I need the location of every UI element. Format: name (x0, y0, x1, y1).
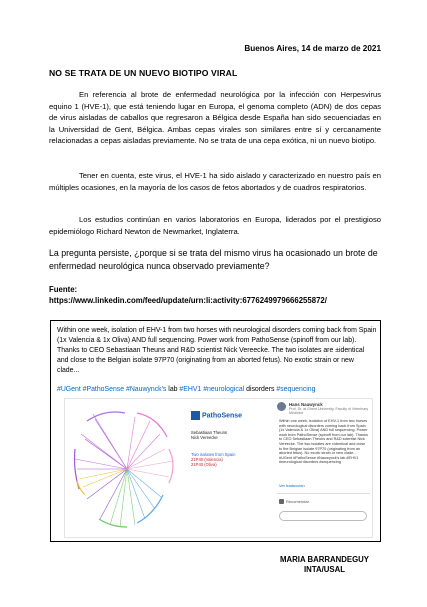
like-button[interactable]: Recomendar (279, 499, 309, 504)
paragraph-2: Tener en cuenta, este virus, el HVE-1 ha sido aislado y caracterizado en nuestro país en múltiples ocasiones, en la mayoría de los casos de fetos abortados y de cuadros respiratorios. (49, 171, 381, 192)
hashtag-neurological[interactable]: #neurological (203, 386, 245, 393)
pathosense-logo-icon (191, 411, 200, 420)
paragraph-3: Los estudios continúan en varios laboratorios en Europa, liderados por el prestigioso epidemiólogo Richard Newton de Newmarket, Inglaterra. (49, 215, 381, 236)
translate-link[interactable]: Ver traducción (279, 483, 305, 488)
side-post-text: Within one week, isolation of EHV-1 from two horses with neurological disorders coming back from Spain (1x Valencia & 1x Oliva) AND full sequencing. Power work from PathoSense (spinoff from our lab). Thanks to CEO Sebastiaan Theuns and R&D scientist Nick Vereecke. The two isolates are ±identical and close to the Belgian isolate 97P70 (originating from an aborted fetus). No exotic strain or new clade... #UGent #PathoSense #Nauwynck's lab #EHV1 #neurological disorders #sequencing (279, 419, 368, 465)
hashtag-sequencing[interactable]: #sequencing (276, 386, 316, 393)
source-url[interactable]: https://www.linkedin.com/feed/update/urn:li:activity:6776249979666255872/ (49, 296, 327, 305)
hashtag-pathosense[interactable]: #PathoSense (82, 386, 125, 393)
divider (277, 493, 370, 494)
figure-caption (191, 411, 261, 467)
signature-name: MARIA BARRANDEGUY (280, 555, 369, 564)
hashtag-suffix-lab: lab (168, 386, 178, 393)
document-date: Buenos Aires, 14 de marzo de 2021 (244, 44, 381, 53)
hashtag-ugent[interactable]: #UGent (57, 386, 81, 393)
figure-isolates (191, 452, 261, 467)
figure-name-1: Sebastiaan Theuns (191, 430, 228, 435)
phylogenetic-tree-figure (65, 399, 270, 537)
post-text: Within one week, isolation of EHV-1 from two horses with neurological disorders coming back from Spain (1x Valencia & 1x Oliva) AND full sequencing. Power work from PathoSense (spinoff from our lab). Thanks to CEO Sebastiaan Theuns and R&D scientist Nick Vereecke. The two isolates are ±identical and close to the Belgian isolate 97P70 (originating from an aborted fetus). No exotic strain or new clade... (57, 327, 377, 374)
post-hashtags (57, 386, 315, 393)
source-block (49, 284, 327, 306)
phylogenetic-tree-image (65, 399, 190, 537)
hashtag-ehv1[interactable]: #EHV1 (179, 386, 202, 393)
document-title: NO SE TRATA DE UN NUEVO BIOTIPO VIRAL (49, 68, 238, 78)
isolates-title: Two isolates from Spain (191, 452, 236, 457)
source-label: Fuente: (49, 285, 78, 294)
linkedin-post-embed (50, 320, 381, 542)
isolate-2: 21P40 (Oliva) (191, 462, 217, 467)
signature (280, 555, 369, 575)
question-paragraph: La pregunta persiste, ¿porque si se trata del mismo virus ha ocasionado un brote de enfermedad neurológica nunca observado previamente? (49, 248, 378, 271)
thumbs-up-icon (279, 499, 284, 504)
author-name[interactable]: Hans Nauwynck (289, 402, 323, 407)
author-subtitle: Prof. Dr. at Ghent University, Faculty of Veterinary Medicine (289, 407, 369, 416)
paragraph-1: En referencia al brote de enfermedad neurológica por la infección con Herpesvirus equino 1 (HVE-1), que está teniendo lugar en Europa, el genoma completo (ADN) de dos cepas de virus aisladas de caballos que regresaron a Bélgica desde España han sido secuenciadas en la Universidad de Gent, Bélgica. Ambas cepas virales son similares entre sí y cercanamente relacionadas a cepas aisladas previamente. No se trata de una cepa exótica, ni un nuevo biotipo. (49, 90, 381, 146)
post-screenshot (64, 398, 373, 538)
figure-names (191, 430, 261, 440)
comment-input[interactable] (279, 511, 367, 521)
pathosense-logo: PathoSense (191, 411, 261, 420)
isolate-1: 21P40 (Valencia) (191, 457, 223, 462)
hashtag-nauwyncks[interactable]: #Nauwynck's (125, 386, 167, 393)
hashtag-suffix-disorders: disorders (246, 386, 275, 393)
avatar[interactable] (277, 402, 286, 411)
signature-affiliation: INTA/USAL (304, 565, 346, 574)
linkedin-side-panel (275, 399, 372, 537)
figure-name-2: Nick Vereecke (191, 435, 218, 440)
